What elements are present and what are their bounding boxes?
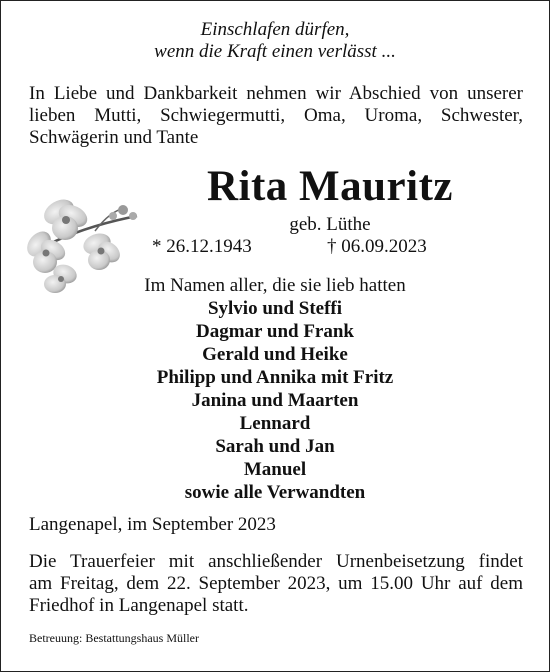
funeral-service-text [29,551,523,617]
service-line-2: am Freitag, dem 22. September 2023, um 15.00 Uhr auf dem [29,573,523,594]
birth-date: * 26.12.1943 [152,236,252,257]
place-date: Langenapel, im September 2023 [29,514,276,535]
birth-name: geb. Lüthe [289,214,371,235]
mourners-lead: Im Namen aller, die sie lieb hatten [144,275,406,296]
service-line-3: Friedhof in Langenapel statt. [29,595,249,616]
mourner-name: sowie alle Verwandten [184,482,366,503]
death-date: † 06.09.2023 [327,236,427,257]
mourner-name: Lennard [239,413,311,434]
intro-line-1: In Liebe und Dankbarkeit nehmen wir Abschied von unserer [29,83,523,104]
intro-line-2: lieben Mutti, Schwiegermutti, Oma, Uroma, Schwester, [29,105,523,126]
deceased-name: Rita Mauritz [206,163,453,210]
mourner-name: Sarah und Jan [215,436,335,457]
mourner-name: Sylvio und Steffi [207,298,343,319]
mourner-name: Janina und Maarten [191,390,359,411]
poem [1,19,549,63]
intro-text [29,83,523,149]
intro-line-3: Schwägerin und Tante [29,127,199,148]
funeral-home-credit: Betreuung: Bestattungshaus Müller [29,631,199,645]
poem-line-2: wenn die Kraft einen verlässt ... [154,41,396,62]
mourners-list [1,274,549,504]
mourner-name: Gerald und Heike [202,344,348,365]
service-line-1: Die Trauerfeier mit anschließender Urnenbeisetzung findet [29,551,523,572]
mourner-name: Philipp und Annika mit Fritz [156,367,394,388]
mourner-name: Manuel [243,459,307,480]
mourner-name: Dagmar und Frank [195,321,354,342]
poem-line-1: Einschlafen dürfen, [200,19,350,40]
